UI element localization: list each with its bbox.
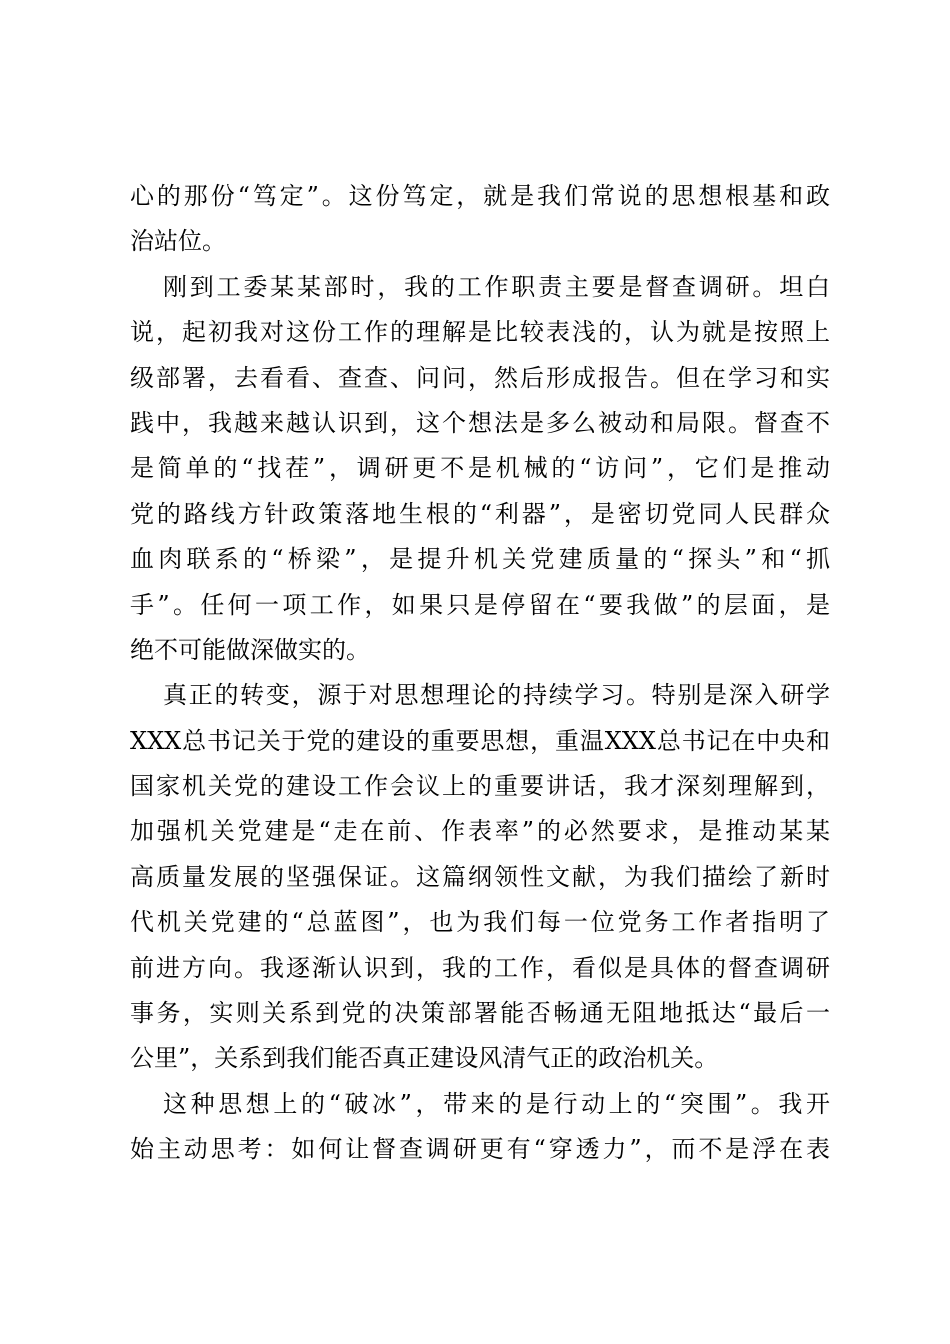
text-line: 绝不可能做深做实的。 <box>130 635 370 664</box>
text-line: 党的路线方针政策落地生根的“利器”，是密切党同人民群众 <box>130 499 830 528</box>
text-line: 这种思想上的“破冰”，带来的是行动上的“突围”。我开 <box>163 1089 830 1118</box>
text-line: XXX总书记关于党的建设的重要思想，重温XXX总书记在中央和 <box>130 726 830 755</box>
text-line: 真正的转变，源于对思想理论的持续学习。特别是深入研学 <box>163 681 830 710</box>
text-line: 刚到工委某某部时，我的工作职责主要是督查调研。坦白 <box>163 272 830 301</box>
text-line: 是简单的“找茬”，调研更不是机械的“访问”，它们是推动 <box>130 454 830 483</box>
text-line: 加强机关党建是“走在前、作表率”的必然要求，是推动某某 <box>130 817 830 846</box>
document-body <box>130 174 830 1173</box>
text-line: 说，起初我对这份工作的理解是比较表浅的，认为就是按照上 <box>130 318 830 347</box>
text-line: 手”。任何一项工作，如果只是停留在“要我做”的层面，是 <box>130 590 830 619</box>
text-line: 始主动思考：如何让督查调研更有“穿透力”，而不是浮在表 <box>130 1135 830 1164</box>
text-line: 代机关党建的“总蓝图”，也为我们每一位党务工作者指明了 <box>130 908 830 937</box>
text-line: 公里”，关系到我们能否真正建设风清气正的政治机关。 <box>130 1044 719 1073</box>
text-line: 级部署，去看看、查查、问问，然后形成报告。但在学习和实 <box>130 363 830 392</box>
text-line: 国家机关党的建设工作会议上的重要讲话，我才深刻理解到， <box>130 772 830 801</box>
text-line: 治站位。 <box>130 227 226 256</box>
text-line: 事务，实则关系到党的决策部署能否畅通无阻地抵达“最后一 <box>130 999 830 1028</box>
text-line: 血肉联系的“桥梁”，是提升机关党建质量的“探头”和“抓 <box>130 545 830 574</box>
text-line: 践中，我越来越认识到，这个想法是多么被动和局限。督查不 <box>130 408 830 437</box>
text-line: 前进方向。我逐渐认识到，我的工作，看似是具体的督查调研 <box>130 953 830 982</box>
text-line: 高质量发展的坚强保证。这篇纲领性文献，为我们描绘了新时 <box>130 862 830 891</box>
text-line: 心的那份“笃定”。这份笃定，就是我们常说的思想根基和政 <box>130 182 830 210</box>
